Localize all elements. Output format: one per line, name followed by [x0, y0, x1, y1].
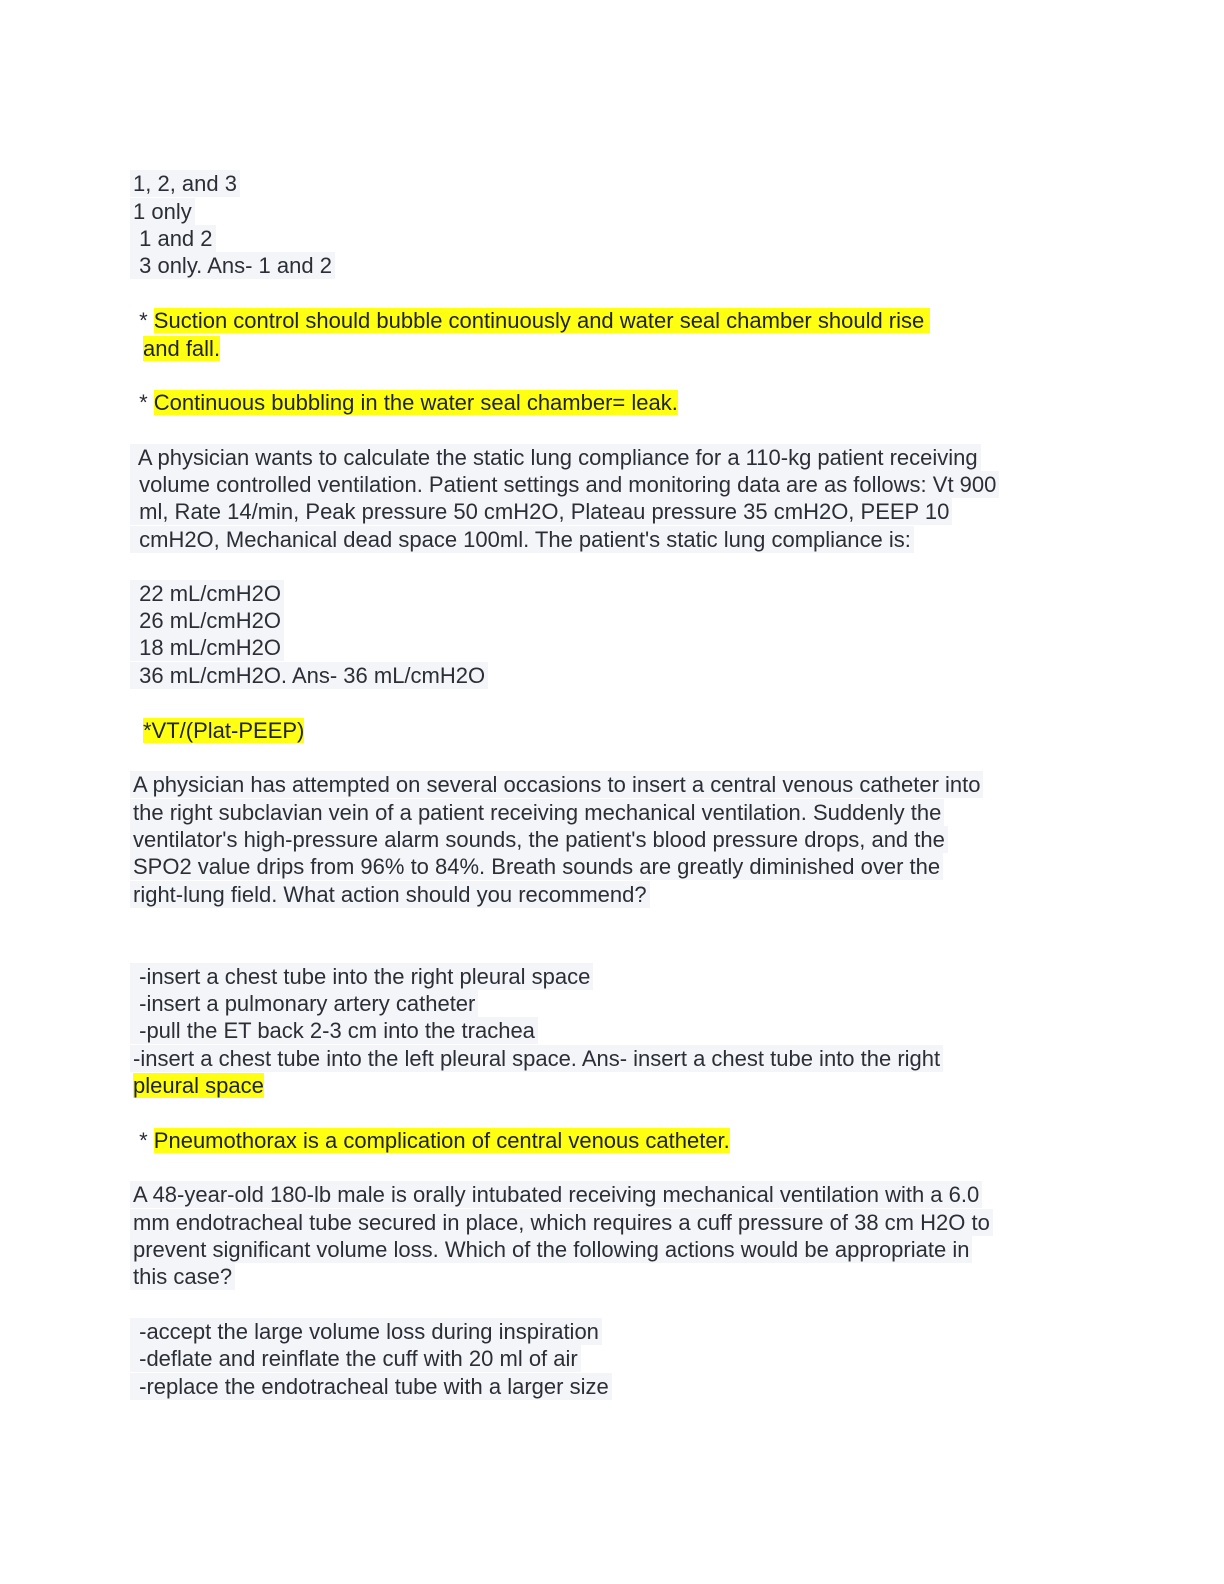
- question-text: A physician has attempted on several occasions to insert a central venous catheter into: [130, 771, 983, 798]
- note-line: [130, 307, 933, 334]
- answer-option: -accept the large volume loss during inspiration: [130, 1318, 602, 1345]
- question-text: mm endotracheal tube secured in place, which requires a cuff pressure of 38 cm H2O to: [130, 1209, 993, 1236]
- note-line: [140, 335, 223, 362]
- answer-option: -insert a pulmonary artery catheter: [130, 990, 478, 1017]
- answer-option: -pull the ET back 2-3 cm into the trachea: [130, 1017, 538, 1044]
- answer-option: 1 and 2: [130, 225, 216, 252]
- highlighted-note: Continuous bubbling in the water seal chamber= leak.: [153, 390, 678, 415]
- question-text: prevent significant volume loss. Which of the following actions would be appropriate in: [130, 1236, 972, 1263]
- highlighted-formula: *VT/(Plat-PEEP): [143, 718, 305, 743]
- highlighted-note: Pneumothorax is a complication of central venous catheter.: [153, 1128, 730, 1153]
- answer-option-with-answer: 3 only. Ans- 1 and 2: [130, 252, 335, 279]
- note-line: [130, 1127, 733, 1154]
- note-line: [130, 389, 681, 416]
- highlighted-note: and fall.: [143, 336, 221, 361]
- answer-continuation: [130, 1072, 267, 1099]
- answer-option-with-answer: -insert a chest tube into the left pleural space. Ans- insert a chest tube into the right: [130, 1045, 943, 1072]
- question-text: ventilator's high-pressure alarm sounds, the patient's blood pressure drops, and the: [130, 826, 948, 853]
- answer-option: 1, 2, and 3: [130, 170, 240, 197]
- answer-option: -replace the endotracheal tube with a larger size: [130, 1373, 612, 1400]
- question-text: the right subclavian vein of a patient receiving mechanical ventilation. Suddenly the: [130, 799, 944, 826]
- note-bullet: *: [133, 308, 154, 333]
- answer-option: 1 only: [130, 198, 195, 225]
- question-text: volume controlled ventilation. Patient settings and monitoring data are as follows: Vt 900: [130, 471, 999, 498]
- question-text: ml, Rate 14/min, Peak pressure 50 cmH2O, Plateau pressure 35 cmH2O, PEEP 10: [130, 498, 952, 525]
- question-text: this case?: [130, 1263, 235, 1290]
- answer-option: -insert a chest tube into the right pleural space: [130, 963, 593, 990]
- answer-option: 22 mL/cmH2O: [130, 580, 284, 607]
- question-text: A 48-year-old 180-lb male is orally intubated receiving mechanical ventilation with a 6.0: [130, 1181, 982, 1208]
- answer-option-with-answer: 36 mL/cmH2O. Ans- 36 mL/cmH2O: [130, 662, 488, 689]
- question-text: A physician wants to calculate the static lung compliance for a 110-kg patient receiving: [130, 444, 981, 471]
- formula-note: [140, 717, 307, 744]
- answer-option: 26 mL/cmH2O: [130, 607, 284, 634]
- question-text: right-lung field. What action should you recommend?: [130, 881, 650, 908]
- note-bullet: *: [133, 390, 154, 415]
- answer-option: 18 mL/cmH2O: [130, 634, 284, 661]
- highlighted-answer: pleural space: [133, 1073, 264, 1098]
- answer-option: -deflate and reinflate the cuff with 20 ml of air: [130, 1345, 581, 1372]
- highlighted-note: Suction control should bubble continuously and water seal chamber should rise: [153, 308, 931, 333]
- question-text: SPO2 value drips from 96% to 84%. Breath sounds are greatly diminished over the: [130, 853, 943, 880]
- note-bullet: *: [133, 1128, 154, 1153]
- question-text: cmH2O, Mechanical dead space 100ml. The patient's static lung compliance is:: [130, 526, 914, 553]
